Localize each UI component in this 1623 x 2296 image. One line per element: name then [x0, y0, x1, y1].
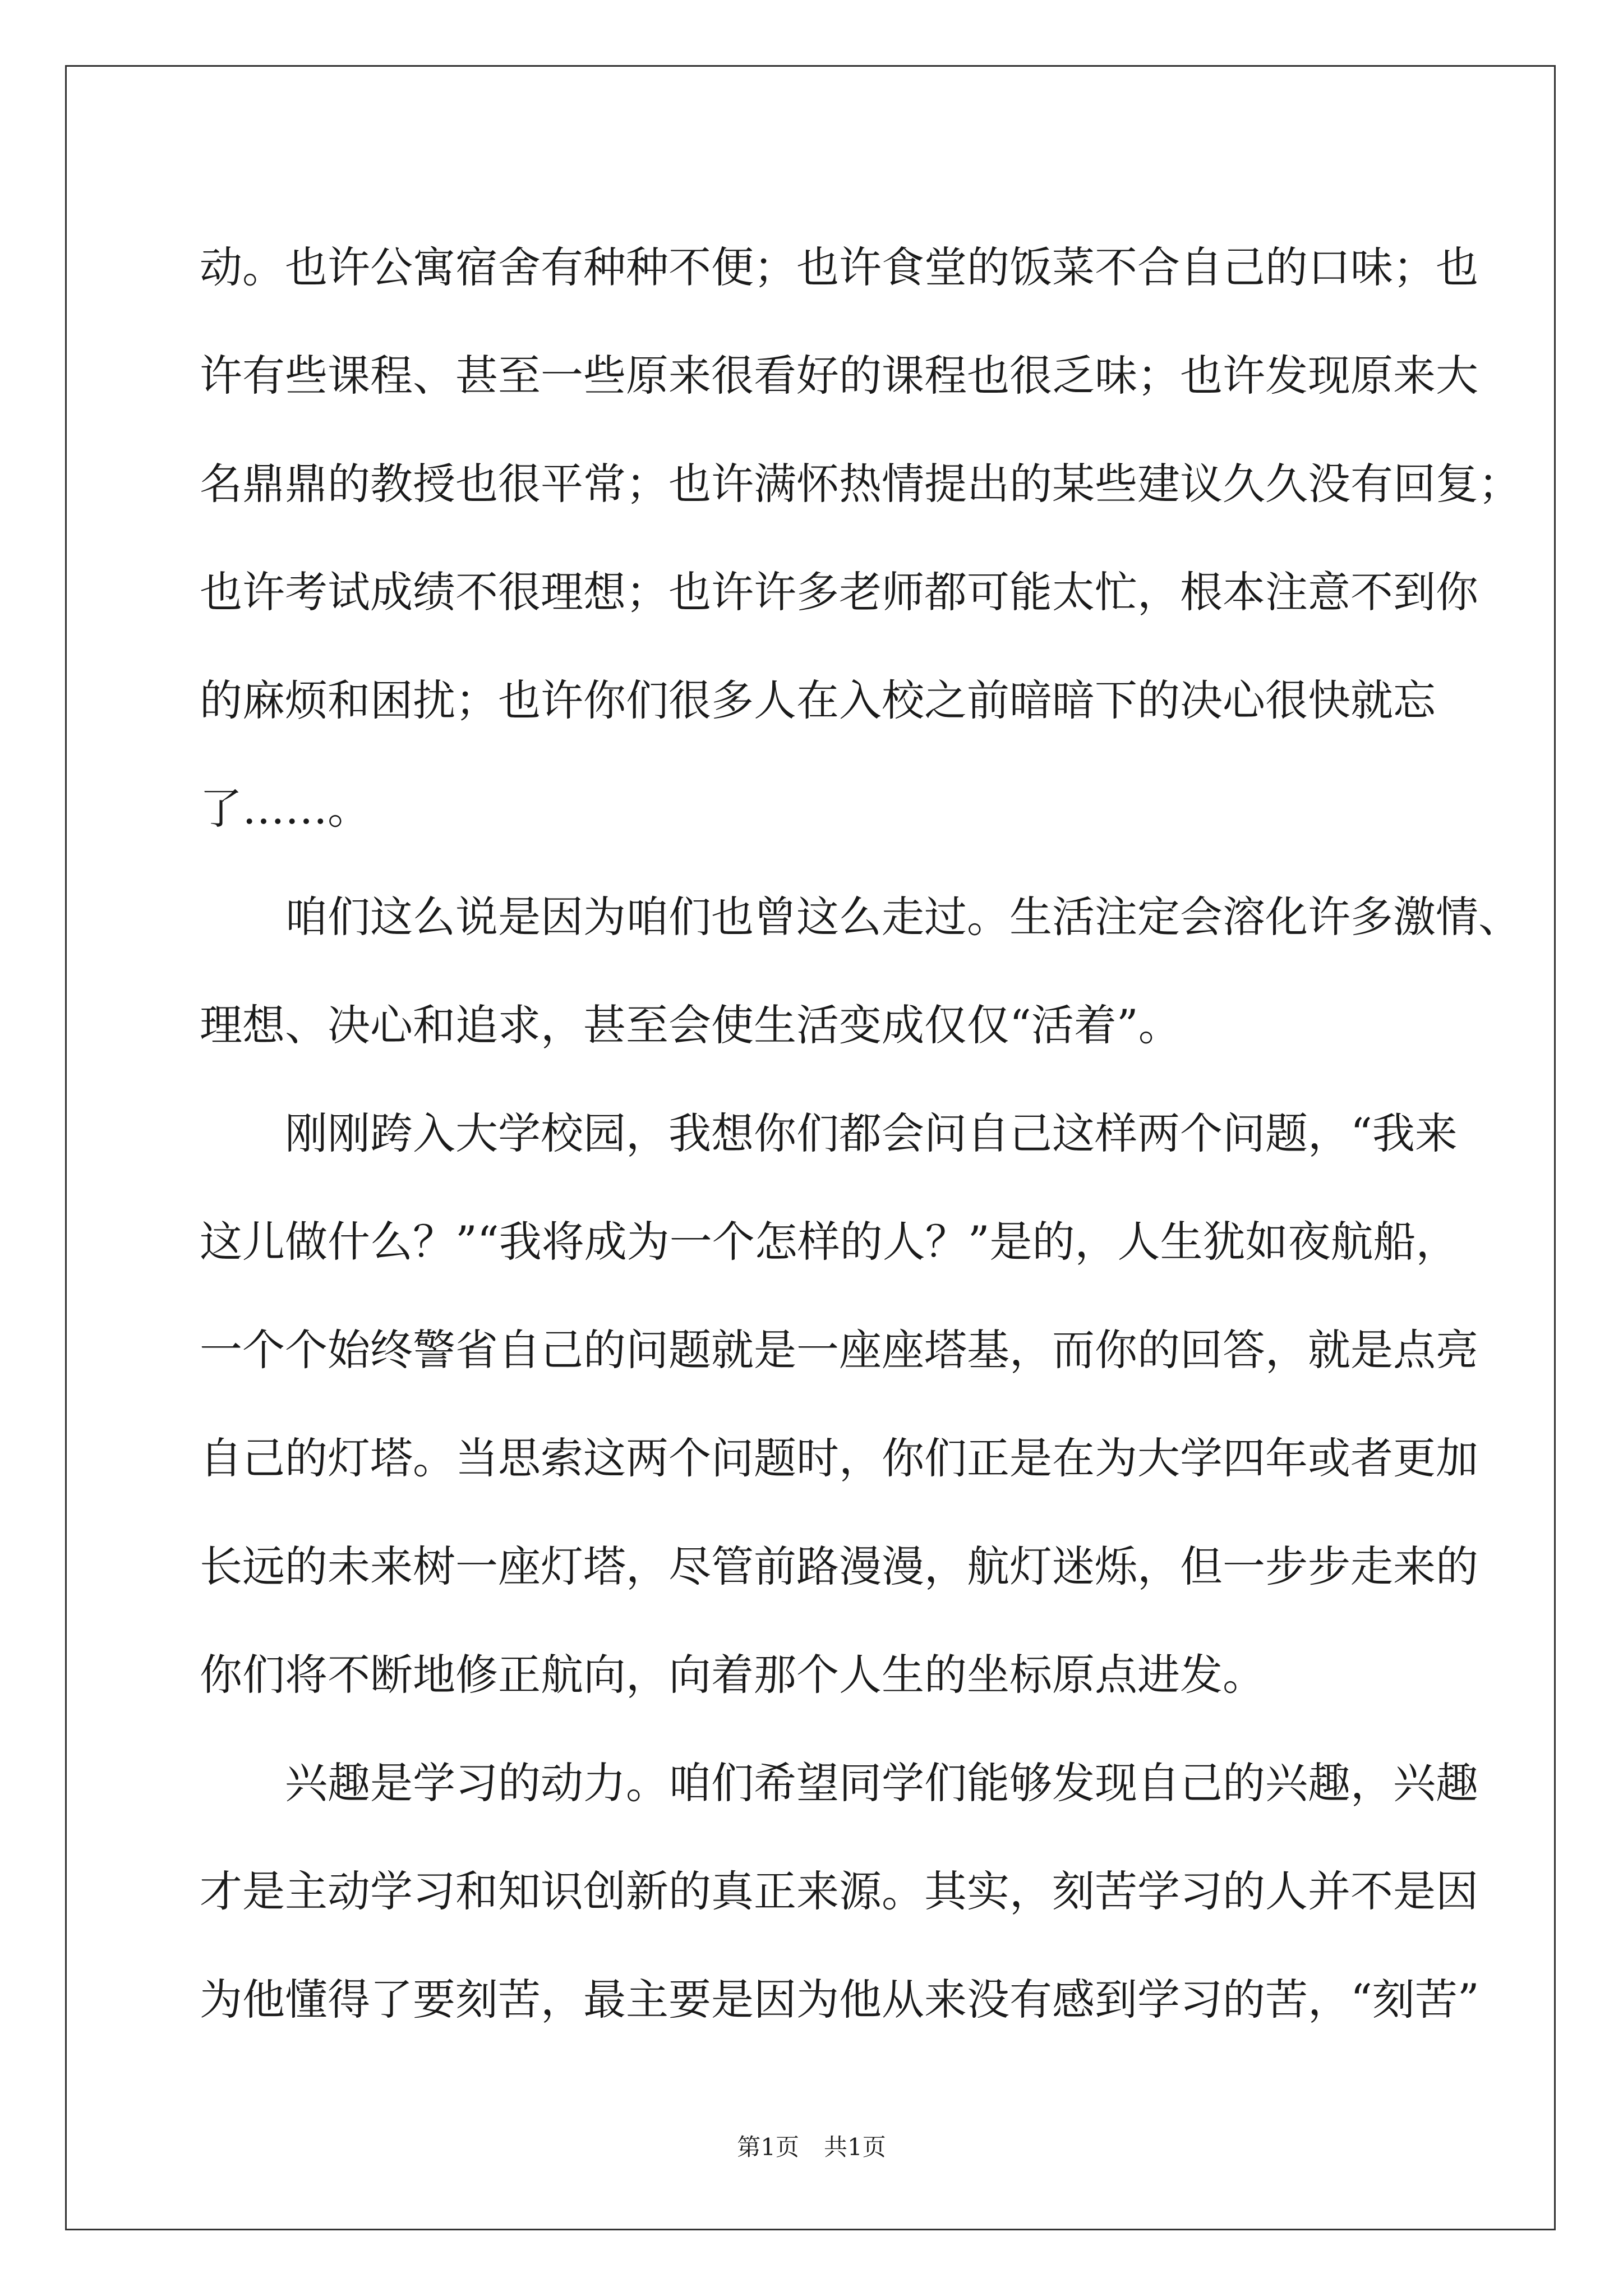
text-line: 理想、决心和追求，甚至会使生活变成仅仅“活着”。: [200, 1000, 1181, 1050]
text-line: 为他懂得了要刻苦，最主要是因为他从来没有感到学习的苦，“刻苦”: [200, 1975, 1479, 2024]
text-line: 的麻烦和困扰；也许你们很多人在入校之前暗暗下的决心很快就忘: [200, 675, 1436, 725]
text-line: 才是主动学习和知识创新的真正来源。其实，刻苦学习的人并不是因: [200, 1866, 1478, 1916]
text-line: 一个个始终警省自己的问题就是一座座塔基，而你的回答，就是点亮: [200, 1325, 1478, 1375]
text-line: 了……。: [200, 784, 370, 834]
text-line: 也许考试成绩不很理想；也许许多老师都可能太忙，根本注意不到你: [200, 567, 1478, 617]
text-line: 这儿做什么？”“我将成为一个怎样的人？”是的，人生犹如夜航船，: [200, 1217, 1459, 1267]
page-number: 第1页: [737, 2133, 799, 2161]
text-line: 名鼎鼎的教授也很平常；也许满怀热情提出的某些建议久久没有回复；: [200, 459, 1521, 509]
paragraph-first-line: 兴趣是学习的动力。咱们希望同学们能够发现自己的兴趣，兴趣: [285, 1758, 1478, 1808]
page-footer: [0, 2131, 1623, 2164]
text-line: 自己的灯塔。当思索这两个问题时，你们正是在为大学四年或者更加: [200, 1433, 1478, 1483]
document-body: [200, 213, 1521, 2054]
text-line: 你们将不断地修正航向，向着那个人生的坐标原点进发。: [200, 1650, 1265, 1700]
page-total: 共1页: [824, 2133, 886, 2161]
text-line: 许有些课程、甚至一些原来很看好的课程也很乏味；也许发现原来大: [200, 351, 1478, 401]
paragraph-first-line: 咱们这么说是因为咱们也曾这么走过。生活注定会溶化许多激情、: [285, 892, 1521, 942]
text-line: 长远的未来树一座灯塔，尽管前路漫漫，航灯迷烁，但一步步走来的: [200, 1542, 1478, 1591]
text-line: 动。也许公寓宿舍有种种不便；也许食堂的饭菜不合自己的口味；也: [200, 242, 1478, 292]
paragraph-first-line: 刚刚跨入大学校园，我想你们都会问自己这样两个问题，“我来: [285, 1108, 1458, 1158]
